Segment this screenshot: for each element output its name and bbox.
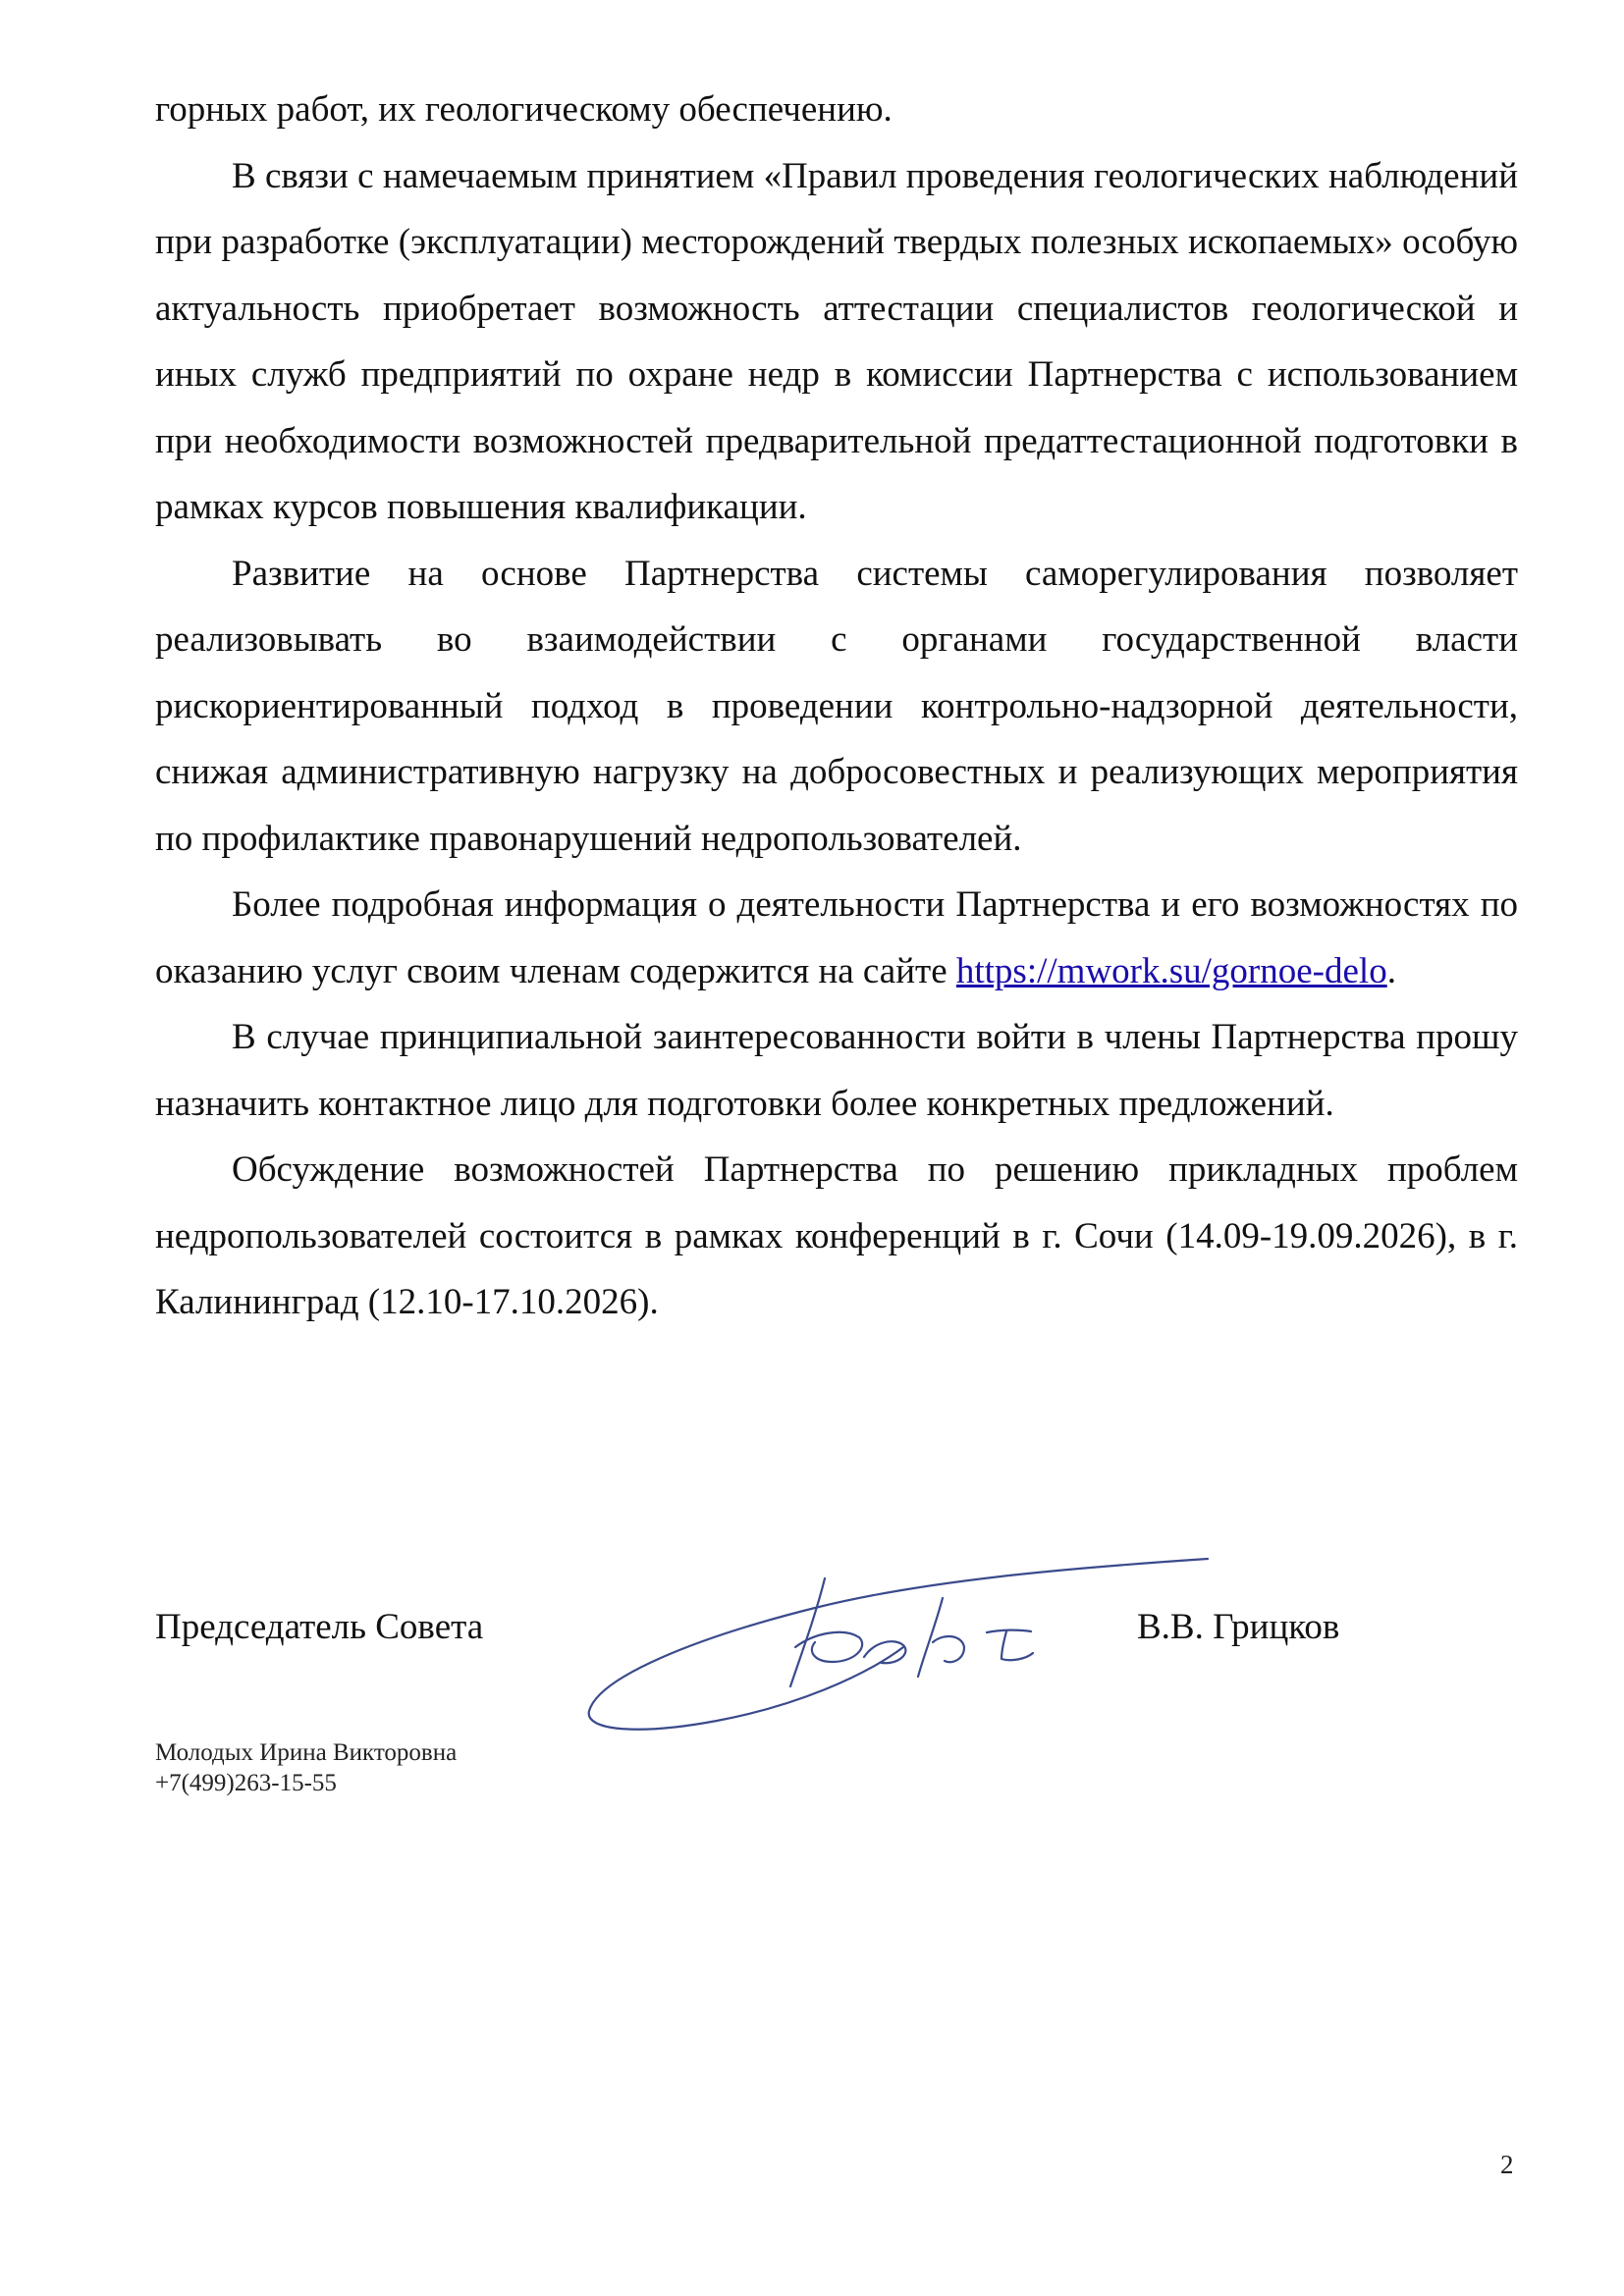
contact-block [155, 1737, 457, 1798]
paragraph-self-regulation: Развитие на основе Партнерства системы саморегулирования позволяет реализовывать во взаимодействии с органами государственной власти рискориентированный подход в проведении контрольно-надзорной деятельности, снижая административную нагрузку на добросовестных и реализующих мероприятия по профилактике правонарушений недропользователей. [155, 553, 1518, 859]
paragraph-website-info [155, 872, 1518, 1004]
paragraph-membership: В случае принципиальной заинтересованности войти в члены Партнерства прошу назначить контактное лицо для подготовки более конкретных предложений. [155, 1017, 1518, 1124]
letter-body [155, 77, 1518, 1336]
signer-title: Председатель Совета [155, 1607, 484, 1647]
contact-person: Молодых Ирина Викторовна [155, 1739, 458, 1766]
signature-row [155, 1598, 1518, 1657]
website-link[interactable]: https://mwork.su/gornoe-delo [955, 950, 1387, 991]
paragraph-continuation: горных работ, их геологическому обеспечению. [155, 89, 893, 130]
website-info-text: Более подробная информация о деятельности Партнерства и его возможностях по оказанию услуг своим членам содержится на сайте [155, 884, 1518, 991]
paragraph-certification: В связи с намечаемым принятием «Правил проведения геологических наблюдений при разработке (эксплуатации) месторождений твердых полезных ископаемых» особую актуальность приобретает возможность аттестации специалистов геологической и иных служб предприятий по охране недр в комиссии Партнерства с использованием при необходимости возможностей предварительной предаттестационной подготовки в рамках курсов повышения квалификации. [155, 155, 1518, 527]
website-info-period: . [1386, 950, 1396, 991]
contact-phone: +7(499)263-15-55 [155, 1770, 337, 1796]
signer-name: В.В. Грицков [1137, 1607, 1340, 1647]
paragraph-conferences: Обсуждение возможностей Партнерства по решению прикладных проблем недропользователей состоится в рамках конференций в г. Сочи (14.09-19.09.2026), в г. Калининград (12.10-17.10.2026). [155, 1149, 1518, 1322]
page-number: 2 [1500, 2150, 1514, 2179]
